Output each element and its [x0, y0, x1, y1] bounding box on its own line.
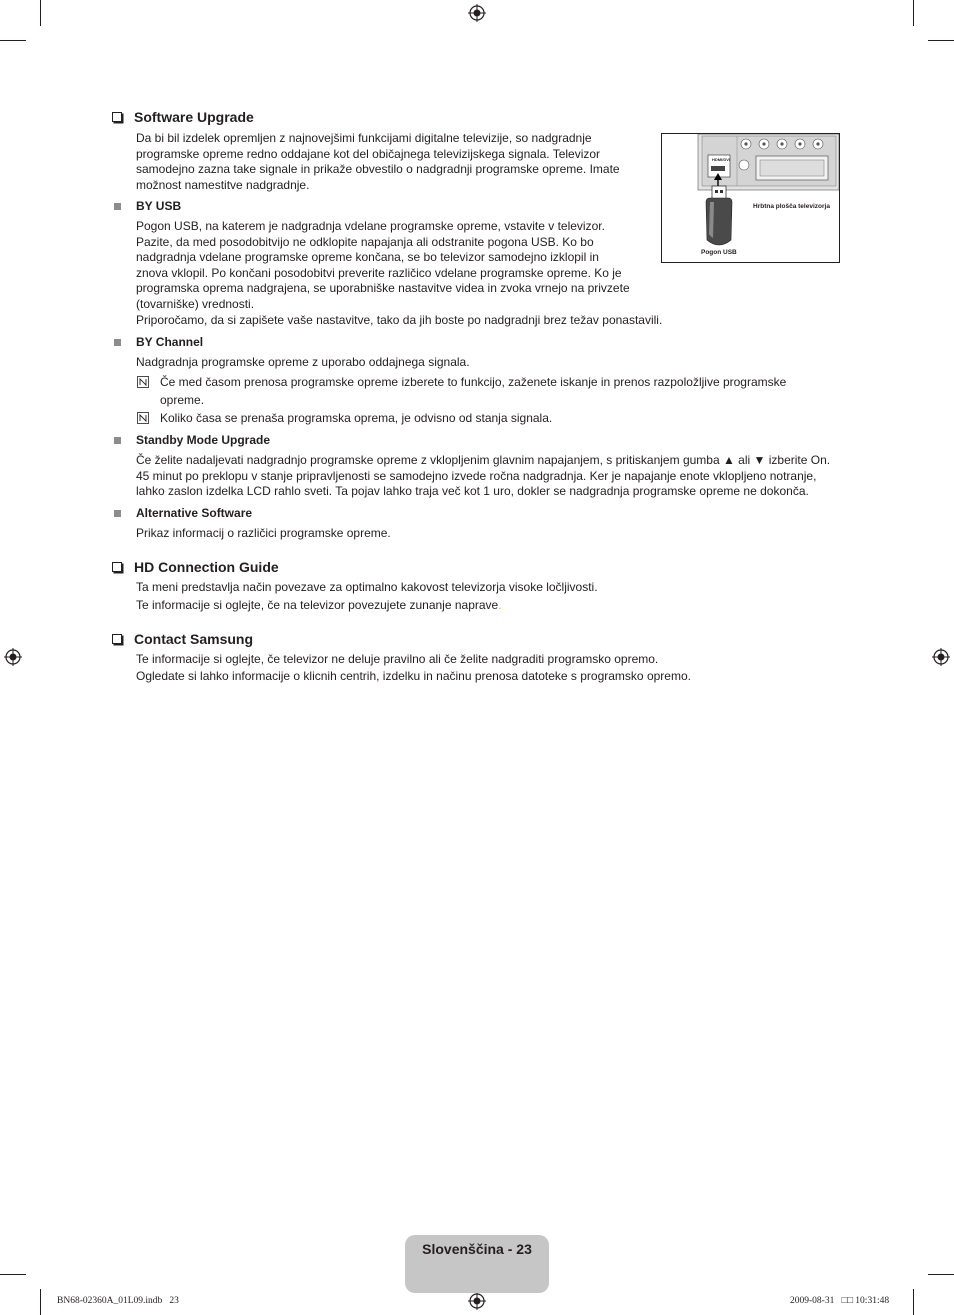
subheading-text: BY USB [136, 199, 182, 213]
subheading-alternative-software [114, 506, 252, 520]
by-channel-text: Nadgradnja programske opreme z uporabo oddajnega signala. [136, 355, 470, 369]
text-line: Da bi bil izdelek opremljen z najnovejšimi funkcijami digitalne televizije, so nadgradnje [136, 131, 592, 145]
contact-line: Te informacije si oglejte, če televizor ne deluje pravilno ali če želite nadgraditi programsko opremo. [136, 652, 659, 666]
section-heading-contact-samsung [112, 631, 253, 647]
port-label: HDMI/DVI [712, 157, 730, 162]
crop-mark [913, 0, 914, 26]
registration-mark-icon [932, 648, 950, 666]
text-line: opreme. [160, 392, 205, 407]
hd-guide-line [136, 598, 502, 614]
crop-mark [928, 40, 954, 41]
text-line: Pogon USB, na katerem je nadgradnja vdelane programske opreme, vstavite v televizor. [136, 219, 605, 233]
print-slug-left: BN68-02360A_01L09.indb 23 [57, 1296, 179, 1306]
by-usb-paragraph [136, 219, 656, 312]
print-slug-right: 2009-08-31 □□ 10:31:48 [790, 1296, 890, 1306]
subheading-text: Standby Mode Upgrade [136, 433, 271, 447]
standby-paragraph [136, 453, 844, 500]
drive-label: Pogon USB [701, 249, 737, 256]
square-bullet-icon [114, 339, 121, 346]
note-icon [137, 376, 149, 388]
text-line: znova vklopil. Po končani posodobitvi preverite različico vdelane programske opreme. Ko je [136, 265, 622, 280]
crop-mark [0, 40, 26, 41]
crop-mark [40, 0, 41, 26]
hd-guide-line: Ta meni predstavlja način povezave za optimalno kakovost televizorja visoke ločljivosti. [136, 580, 598, 594]
text-span: . [498, 598, 502, 612]
subheading-by-channel [114, 335, 203, 349]
crop-mark [0, 1274, 26, 1275]
section-heading-hd-connection-guide [112, 559, 279, 575]
registration-mark-icon [468, 4, 486, 22]
checkbox-bullet-icon [112, 634, 122, 644]
text-line: (tovarniške) vrednosti. [136, 296, 255, 311]
contact-line: Ogledate si lahko informacije o klicnih centrih, izdelku in načinu prenosa datoteke s programsko opremo. [136, 669, 691, 683]
text-line: Če želite nadaljevati nadgradnjo programske opreme z vklopljenim glavnim napajanjem, s pritiskanjem gumba ▲ ali ▼ izberite On. [136, 453, 831, 467]
square-bullet-icon [114, 437, 121, 444]
subheading-text: BY Channel [136, 335, 204, 349]
crop-mark [928, 1274, 954, 1275]
registration-mark-icon [468, 1292, 486, 1310]
alternative-text: Prikaz informacij o različici programske opreme. [136, 526, 391, 540]
note-icon [137, 412, 149, 424]
page-number: Slovenščina - 23 [422, 1241, 532, 1257]
text-line: Če med časom prenosa programske opreme izberete to funkcijo, zaženete iskanje in prenos razpoložljive programske [160, 375, 787, 389]
subheading-standby-mode-upgrade [114, 433, 270, 447]
tv-back-panel-illustration [662, 134, 839, 262]
usb-connection-figure [661, 133, 840, 263]
text-line: možnost namestitve nadgradnje. [136, 177, 310, 192]
crop-mark [913, 1289, 914, 1315]
text-line: 45 minut po preklopu v stanje pripravljenosti se samodejno izvede ročna nadgradnja. Ker je napajanje enote vklopljeno notranje, [136, 468, 817, 483]
square-bullet-icon [114, 203, 121, 210]
text-line: samodejno zazna take signale in prikaže obvestilo o nadgradnji programske opreme. Imate [136, 162, 620, 176]
intro-paragraph [136, 131, 646, 193]
text-line: nadgradnja vdelane programske opreme končana, se bo televizor samodejno izklopil in [136, 250, 599, 264]
text-line: lahko zaslon izdelka LCD rahlo sveti. Ta pojav lahko traja več kot 1 uro, dokler se nadgradnja programske opreme ne dokonča. [136, 484, 809, 498]
heading-text: HD Connection Guide [134, 559, 279, 575]
square-bullet-icon [114, 510, 121, 517]
heading-text: Software Upgrade [134, 109, 254, 125]
text-span: Te informacije si oglejte, če na televizor povezujete zunanje naprave [136, 598, 499, 612]
crop-mark [40, 1289, 41, 1315]
text-line: programska oprema nadgrajena, se uporabniške nastavitve videa in zvoka vrnejo na privzete [136, 281, 630, 295]
panel-label: Hrbtna plošča televizorja [753, 203, 830, 210]
subheading-by-usb [114, 199, 181, 213]
text-line: Pazite, da med posodobitvijo ne odklopite napajanja ali odstranite pogona USB. Ko bo [136, 234, 594, 249]
section-heading-software-upgrade [112, 109, 254, 125]
checkbox-bullet-icon [112, 562, 122, 572]
note-text [160, 375, 840, 408]
recommend-text: Priporočamo, da si zapišete vaše nastavitve, tako da jih boste po nadgradnji brez težav ponastavili. [136, 313, 663, 327]
text-line: programske opreme redno oddajane kot del običajnega televizijskega signala. Televizor [136, 146, 601, 161]
subheading-text: Alternative Software [136, 506, 253, 520]
checkbox-bullet-icon [112, 112, 122, 122]
registration-mark-icon [4, 648, 22, 666]
note-text: Koliko časa se prenaša programska oprema, je odvisno od stanja signala. [160, 411, 553, 425]
heading-text: Contact Samsung [134, 631, 254, 647]
